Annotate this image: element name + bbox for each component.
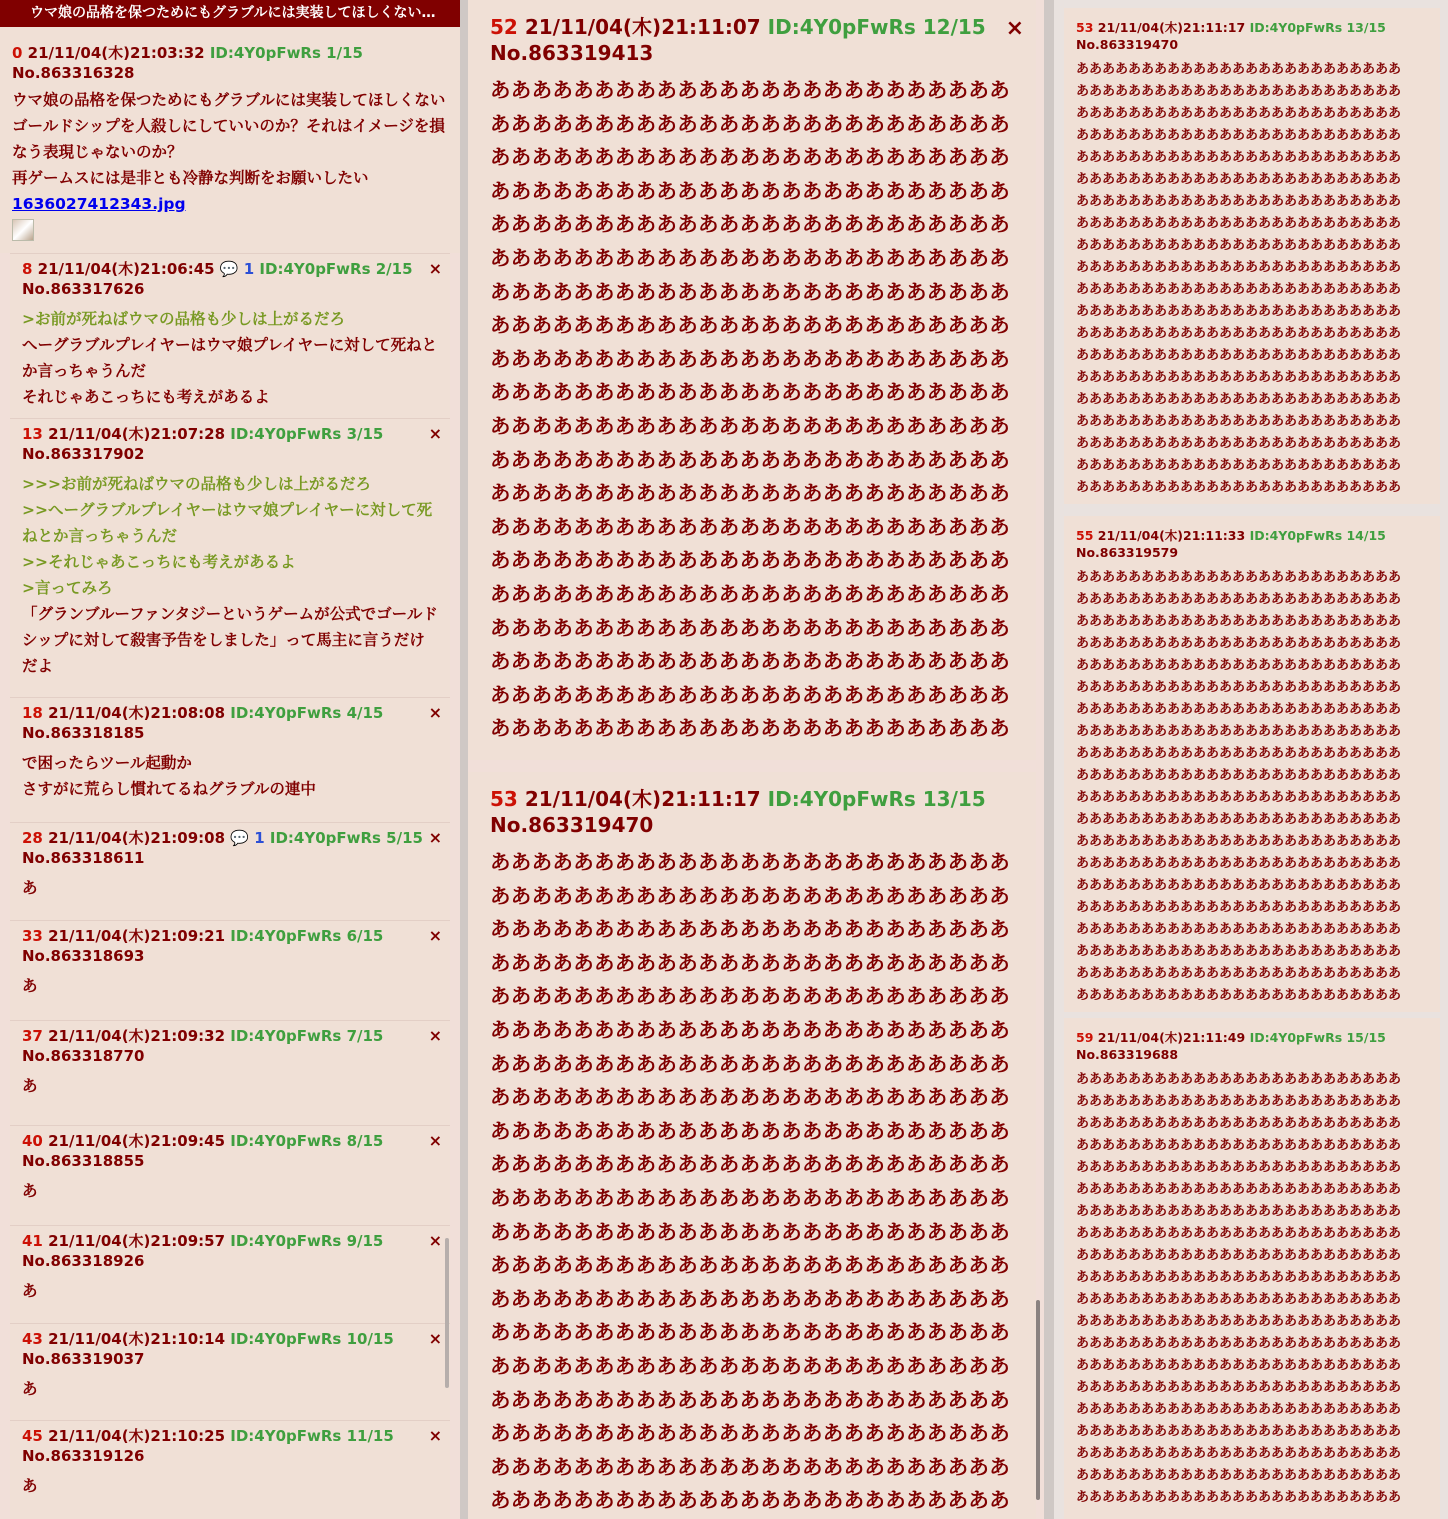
filler-line: あああああああああああああああああああああああああ (490, 1017, 1010, 1042)
post-body (490, 74, 1024, 746)
post-number[interactable]: 13 (22, 425, 43, 443)
post-line: あ (22, 977, 38, 995)
post-body (22, 750, 438, 802)
post-number[interactable]: 33 (22, 927, 43, 945)
post-date: 21/11/04(木)21:09:32 (48, 1027, 226, 1045)
filler-line: あああああああああああああああああああああああああ (1076, 1468, 1402, 1483)
filler-line: あああああああああああああああああああああああああ (490, 850, 1010, 874)
filler-line: あああああああああああああああああああああああああ (1076, 1424, 1402, 1439)
filler-line: あああああああああああああああああああああああああ (490, 682, 1010, 707)
reply-post (10, 418, 450, 697)
filler-line: あああああああああああああああああああああああああ (490, 548, 1010, 573)
filler-line: あああああああああああああああああああああああああ (1076, 1248, 1402, 1263)
post-body (1076, 1069, 1432, 1509)
filler-line: あああああああああああああああああああああああああ (1076, 768, 1402, 783)
post-no[interactable]: No.863319470 (1076, 37, 1179, 52)
reply-count-value: 1 (243, 260, 255, 278)
filler-line: あああああああああああああああああああああああああ (1076, 1336, 1402, 1351)
filler-line: あああああああああああああああああああああああああ (490, 413, 1010, 438)
filler-line: あああああああああああああああああああああああああ (1076, 702, 1402, 717)
filler-line: あああああああああああああああああああああああああ (490, 1421, 1010, 1446)
filler-line: あああああああああああああああああああああああああ (490, 1286, 1010, 1311)
post-id[interactable]: ID:4Y0pFwRs 13/15 (1249, 20, 1386, 35)
post-line: あ (22, 1182, 38, 1200)
filler-line: あああああああああああああああああああああああああ (1076, 1226, 1402, 1241)
quote-line: >>それじゃあこっちにも考えがあるよ (22, 553, 296, 571)
post-no[interactable]: No.863318693 (22, 947, 145, 965)
filler-line: あああああああああああああああああああああああああ (1076, 856, 1402, 871)
filler-line: あああああああああああああああああああああああああ (490, 313, 1010, 338)
filler-line: あああああああああああああああああああああああああ (1076, 1314, 1402, 1329)
filler-line: あああああああああああああああああああああああああ (1076, 812, 1402, 827)
post-id[interactable]: ID:4Y0pFwRs 13/15 (767, 787, 986, 811)
post-no[interactable]: No.863318611 (22, 849, 145, 867)
filler-line: あああああああああああああああああああああああああ (1076, 84, 1402, 99)
filler-line: あああああああああああああああああああああああああ (1076, 658, 1402, 673)
post-meta (22, 1131, 438, 1171)
filler-line: あああああああああああああああああああああああああ (1076, 128, 1402, 143)
filler-line: あああああああああああああああああああああああああ (1076, 614, 1402, 629)
filler-line: あああああああああああああああああああああああああ (490, 984, 1010, 1009)
close-icon[interactable]: × (428, 259, 442, 278)
post-meta (22, 259, 438, 299)
filler-line: あああああああああああああああああああああああああ (490, 1152, 1010, 1177)
post-line: 「グランブルーファンタジーというゲームが公式でゴールドシップに対して殺害予告をしました」って馬主に言うだけだよ (22, 605, 438, 675)
post-meta (22, 1426, 438, 1466)
post-date: 21/11/04(木)21:03:32 (27, 44, 205, 62)
post-no[interactable]: No.863319126 (22, 1447, 145, 1465)
post-line: ウマ娘の品格を保つためにもグラブルには実装してほしくない (12, 91, 446, 109)
post-no[interactable]: No.863318185 (22, 724, 145, 742)
reply-count-value: 1 (254, 829, 265, 847)
close-icon[interactable]: × (428, 1426, 442, 1445)
reply-post (10, 920, 450, 1020)
filler-line: あああああああああああああああああああああああああ (1076, 746, 1402, 761)
filler-line: あああああああああああああああああああああああああ (1076, 282, 1402, 297)
thread-column-left[interactable] (0, 0, 460, 1519)
op-post (0, 27, 460, 253)
filler-line: あああああああああああああああああああああああああ (490, 950, 1010, 975)
filler-line: あああああああああああああああああああああああああ (1076, 458, 1402, 473)
quote-line: >言ってみろ (22, 579, 113, 597)
post-meta (1076, 19, 1432, 53)
post-id[interactable]: ID:4Y0pFwRs 6/15 (230, 927, 384, 945)
filler-line: あああああああああああああああああああああああああ (490, 716, 1010, 741)
filler-line: あああああああああああああああああああああああああ (1076, 944, 1402, 959)
post-id[interactable]: ID:4Y0pFwRs 2/15 (259, 260, 413, 278)
post-no[interactable]: No.863319037 (22, 1350, 145, 1368)
filler-line: あああああああああああああああああああああああああ (490, 1051, 1010, 1076)
post-no[interactable]: No.863319688 (1076, 1047, 1179, 1062)
post-date: 21/11/04(木)21:11:49 (1097, 1030, 1246, 1045)
reply-post (468, 772, 1036, 1519)
filler-line: あああああああああああああああああああああああああ (490, 1118, 1010, 1143)
filler-line: あああああああああああああああああああああああああ (490, 1320, 1010, 1345)
filler-line: あああああああああああああああああああああああああ (1076, 570, 1402, 585)
post-id[interactable]: ID:4Y0pFwRs 15/15 (1249, 1030, 1386, 1045)
filler-line: あああああああああああああああああああああああああ (1076, 1116, 1402, 1131)
post-meta (22, 703, 438, 743)
post-date: 21/11/04(木)21:08:08 (48, 704, 226, 722)
post-number[interactable]: 18 (22, 704, 43, 722)
filler-line: あああああああああああああああああああああああああ (1076, 1380, 1402, 1395)
post-number[interactable]: 52 (490, 15, 518, 39)
quote-line: >>>お前が死ねばウマの品格も少しは上がるだろ (22, 475, 371, 493)
filler-line: あああああああああああああああああああああああああ (1076, 966, 1402, 981)
post-line: あ (22, 1282, 38, 1300)
post-number[interactable]: 53 (1076, 20, 1094, 35)
post-date: 21/11/04(木)21:11:33 (1097, 528, 1246, 543)
filler-line: あああああああああああああああああああああああああ (1076, 1094, 1402, 1109)
filler-line: あああああああああああああああああああああああああ (1076, 636, 1402, 651)
post-number[interactable]: 8 (22, 260, 33, 278)
filler-line: あああああああああああああああああああああああああ (1076, 304, 1402, 319)
filler-line: あああああああああああああああああああああああああ (1076, 106, 1402, 121)
post-body (1076, 59, 1432, 499)
post-meta (490, 14, 1024, 66)
post-date: 21/11/04(木)21:10:25 (48, 1427, 226, 1445)
filler-line: あああああああああああああああああああああああああ (1076, 1138, 1402, 1153)
post-id[interactable]: ID:4Y0pFwRs 10/15 (230, 1330, 394, 1348)
reply-post (468, 0, 1036, 760)
post-body (1076, 567, 1432, 1007)
filler-line: あああああああああああああああああああああああああ (490, 917, 1010, 942)
filler-line: あああああああああああああああああああああああああ (1076, 724, 1402, 739)
filler-line: あああああああああああああああああああああああああ (1076, 150, 1402, 165)
post-line: さすがに荒らし慣れてるねグラブルの連中 (22, 780, 316, 798)
filler-line: あああああああああああああああああああああああああ (1076, 1204, 1402, 1219)
post-date: 21/11/04(木)21:11:07 (524, 15, 761, 39)
reply-count[interactable] (230, 829, 264, 847)
reply-post (10, 1020, 450, 1125)
post-no[interactable]: No.863318770 (22, 1047, 145, 1065)
filler-line: あああああああああああああああああああああああああ (490, 514, 1010, 539)
filler-line: あああああああああああああああああああああああああ (1076, 216, 1402, 231)
filler-line: あああああああああああああああああああああああああ (490, 178, 1010, 203)
post-date: 21/11/04(木)21:10:14 (48, 1330, 226, 1348)
filler-line: あああああああああああああああああああああああああ (1076, 592, 1402, 607)
post-id[interactable]: ID:4Y0pFwRs 4/15 (230, 704, 384, 722)
filler-line: あああああああああああああああああああああああああ (1076, 790, 1402, 805)
post-date: 21/11/04(木)21:11:17 (1097, 20, 1246, 35)
post-id[interactable]: ID:4Y0pFwRs 12/15 (767, 15, 986, 39)
reply-post (10, 822, 450, 920)
post-id[interactable]: ID:4Y0pFwRs 8/15 (230, 1132, 384, 1150)
filler-line: あああああああああああああああああああああああああ (490, 581, 1010, 606)
close-icon[interactable]: × (428, 1329, 442, 1348)
reply-count[interactable] (220, 260, 254, 278)
post-meta (22, 424, 438, 464)
post-no[interactable]: No.863319413 (490, 41, 654, 65)
post-line: ゴールドシップを人殺しにしていいのか？それはイメージを損なう表現じゃないのか？ (12, 117, 445, 161)
post-no[interactable]: No.863316328 (12, 64, 135, 82)
thread-column-right[interactable] (1054, 0, 1448, 1519)
post-id[interactable]: ID:4Y0pFwRs 3/15 (230, 425, 384, 443)
post-number[interactable]: 43 (22, 1330, 43, 1348)
filler-line: あああああああああああああああああああああああああ (1076, 1446, 1402, 1461)
close-icon[interactable]: × (428, 828, 442, 847)
post-no[interactable]: No.863317626 (22, 280, 145, 298)
close-icon[interactable]: × (1005, 16, 1024, 41)
filler-line: あああああああああああああああああああああああああ (490, 145, 1010, 170)
filler-line: あああああああああああああああああああああああああ (1076, 922, 1402, 937)
post-body (490, 846, 1024, 1518)
post-meta (22, 1231, 438, 1271)
filler-line: あああああああああああああああああああああああああ (1076, 834, 1402, 849)
post-no[interactable]: No.863318855 (22, 1152, 145, 1170)
close-icon[interactable]: × (428, 1231, 442, 1250)
filler-line: あああああああああああああああああああああああああ (490, 1253, 1010, 1278)
post-body (22, 875, 438, 901)
reply-post (10, 1125, 450, 1225)
post-body (22, 1376, 438, 1402)
post-number[interactable]: 40 (22, 1132, 43, 1150)
filler-line: あああああああああああああああああああああああああ (1076, 1182, 1402, 1197)
post-body (22, 973, 438, 999)
filler-line: あああああああああああああああああああああああああ (490, 111, 1010, 136)
post-date: 21/11/04(木)21:09:21 (48, 927, 226, 945)
filler-line: あああああああああああああああああああああああああ (1076, 1160, 1402, 1175)
post-number[interactable]: 53 (490, 787, 518, 811)
close-icon[interactable]: × (428, 703, 442, 722)
reply-post (10, 697, 450, 822)
post-date: 21/11/04(木)21:09:57 (48, 1232, 226, 1250)
reply-post (10, 1420, 450, 1519)
post-no[interactable]: No.863318926 (22, 1252, 145, 1270)
post-id[interactable]: ID:4Y0pFwRs 9/15 (230, 1232, 384, 1250)
post-meta (22, 1329, 438, 1369)
post-meta (490, 786, 1024, 838)
post-body (22, 1473, 438, 1499)
filler-line: あああああああああああああああああああああああああ (490, 649, 1010, 674)
close-icon[interactable]: × (428, 1026, 442, 1045)
post-id[interactable]: ID:4Y0pFwRs 5/15 (269, 829, 423, 847)
post-line: あ (22, 1477, 38, 1495)
filler-line: あああああああああああああああああああああああああ (490, 447, 1010, 472)
filler-line: あああああああああああああああああああああああああ (1076, 1490, 1402, 1505)
filler-line: あああああああああああああああああああああああああ (490, 883, 1010, 908)
reply-post (1064, 516, 1440, 1012)
post-line: へーグラブルプレイヤーはウマ娘プレイヤーに対して死ねとか言っちゃうんだ (22, 336, 438, 380)
close-icon[interactable]: × (428, 926, 442, 945)
post-body (22, 306, 438, 410)
filler-line: あああああああああああああああああああああああああ (1076, 326, 1402, 341)
thread-title: ウマ娘の品格を保つためにもグラブルには実装してほしくない… (0, 0, 460, 27)
post-line: で困ったらツール起動か (22, 754, 192, 772)
filler-line: あああああああああああああああああああああああああ (1076, 1292, 1402, 1307)
post-date: 21/11/04(木)21:09:45 (48, 1132, 226, 1150)
filler-line: あああああああああああああああああああああああああ (490, 1454, 1010, 1479)
post-body (22, 471, 438, 679)
filler-line: あああああああああああああああああああああああああ (490, 78, 1010, 102)
filler-line: あああああああああああああああああああああああああ (1076, 348, 1402, 363)
post-number[interactable]: 41 (22, 1232, 43, 1250)
post-meta (22, 1026, 438, 1066)
post-meta (1076, 527, 1432, 561)
post-no[interactable]: No.863317902 (22, 445, 145, 463)
speech-bubble-icon: 💬 (219, 260, 239, 278)
filler-line: あああああああああああああああああああああああああ (1076, 238, 1402, 253)
post-id[interactable]: ID:4Y0pFwRs 11/15 (230, 1427, 394, 1445)
filler-line: あああああああああああああああああああああああああ (1076, 370, 1402, 385)
post-id[interactable]: ID:4Y0pFwRs 1/15 (209, 44, 363, 62)
filler-line: あああああああああああああああああああああああああ (490, 1219, 1010, 1244)
thread-column-middle[interactable] (468, 0, 1044, 1519)
post-body (12, 87, 450, 241)
post-date: 21/11/04(木)21:07:28 (48, 425, 226, 443)
post-line: あ (22, 879, 38, 897)
post-number[interactable]: 37 (22, 1027, 43, 1045)
reply-post (1064, 8, 1440, 504)
reply-post (10, 1225, 450, 1323)
filler-line: あああああああああああああああああああああああああ (1076, 878, 1402, 893)
post-no[interactable]: No.863319470 (490, 813, 654, 837)
post-body (22, 1178, 438, 1204)
filler-line: あああああああああああああああああああああああああ (1076, 1402, 1402, 1417)
filler-line: あああああああああああああああああああああああああ (1076, 1358, 1402, 1373)
filler-line: あああああああああああああああああああああああああ (490, 212, 1010, 237)
filler-line: あああああああああああああああああああああああああ (490, 279, 1010, 304)
quote-line: >お前が死ねばウマの品格も少しは上がるだろ (22, 310, 345, 328)
post-date: 21/11/04(木)21:09:08 (48, 829, 226, 847)
filler-line: あああああああああああああああああああああああああ (490, 1387, 1010, 1412)
filler-line: あああああああああああああああああああああああああ (1076, 900, 1402, 915)
filler-line: あああああああああああああああああああああああああ (490, 615, 1010, 640)
post-no[interactable]: No.863319579 (1076, 545, 1179, 560)
filler-line: あああああああああああああああああああああああああ (1076, 260, 1402, 275)
post-number[interactable]: 0 (12, 44, 23, 62)
post-id[interactable]: ID:4Y0pFwRs 14/15 (1249, 528, 1386, 543)
speech-bubble-icon: 💬 (230, 829, 249, 847)
filler-line: あああああああああああああああああああああああああ (490, 1353, 1010, 1378)
filler-line: あああああああああああああああああああああああああ (1076, 480, 1402, 495)
filler-line: あああああああああああああああああああああああああ (490, 1085, 1010, 1110)
post-number[interactable]: 55 (1076, 528, 1094, 543)
attachment-link[interactable]: 1636027412343.jpg (12, 195, 186, 213)
post-number[interactable]: 45 (22, 1427, 43, 1445)
filler-line: あああああああああああああああああああああああああ (490, 1185, 1010, 1210)
post-line: 再ゲームスには是非とも冷静な判断をお願いしたい (12, 169, 369, 187)
filler-line: あああああああああああああああああああああああああ (1076, 988, 1402, 1003)
post-meta (12, 43, 450, 83)
post-meta (1076, 1029, 1432, 1063)
quote-line: >>へーグラブルプレイヤーはウマ娘プレイヤーに対して死ねとか言っちゃうんだ (22, 501, 433, 545)
close-icon[interactable]: × (428, 1131, 442, 1150)
filler-line: あああああああああああああああああああああああああ (1076, 194, 1402, 209)
post-date: 21/11/04(木)21:06:45 (37, 260, 215, 278)
scrollbar[interactable] (1036, 1300, 1040, 1500)
reply-post (1064, 1018, 1440, 1519)
reply-post (10, 253, 450, 418)
post-body (22, 1073, 438, 1099)
post-meta (22, 828, 438, 868)
post-line: それじゃあこっちにも考えがあるよ (22, 388, 270, 406)
post-line: あ (22, 1077, 38, 1095)
filler-line: あああああああああああああああああああああああああ (490, 380, 1010, 405)
post-body (22, 1278, 438, 1304)
reply-post (10, 1323, 450, 1420)
filler-line: あああああああああああああああああああああああああ (490, 346, 1010, 371)
filler-line: あああああああああああああああああああああああああ (1076, 392, 1402, 407)
filler-line: あああああああああああああああああああああああああ (1076, 680, 1402, 695)
filler-line: あああああああああああああああああああああああああ (1076, 436, 1402, 451)
post-line: あ (22, 1380, 38, 1398)
post-number[interactable]: 59 (1076, 1030, 1094, 1045)
post-date: 21/11/04(木)21:11:17 (524, 787, 761, 811)
filler-line: あああああああああああああああああああああああああ (490, 481, 1010, 506)
filler-line: あああああああああああああああああああああああああ (1076, 1072, 1402, 1087)
close-icon[interactable]: × (428, 424, 442, 443)
post-id[interactable]: ID:4Y0pFwRs 7/15 (230, 1027, 384, 1045)
filler-line: あああああああああああああああああああああああああ (1076, 172, 1402, 187)
filler-line: あああああああああああああああああああああああああ (1076, 1270, 1402, 1285)
scrollbar[interactable] (445, 1238, 449, 1388)
attachment-thumbnail[interactable] (12, 219, 34, 241)
filler-line: あああああああああああああああああああああああああ (490, 1488, 1010, 1513)
filler-line: あああああああああああああああああああああああああ (1076, 414, 1402, 429)
post-number[interactable]: 28 (22, 829, 43, 847)
post-meta (22, 926, 438, 966)
filler-line: あああああああああああああああああああああああああ (1076, 62, 1402, 77)
filler-line: あああああああああああああああああああああああああ (490, 245, 1010, 270)
